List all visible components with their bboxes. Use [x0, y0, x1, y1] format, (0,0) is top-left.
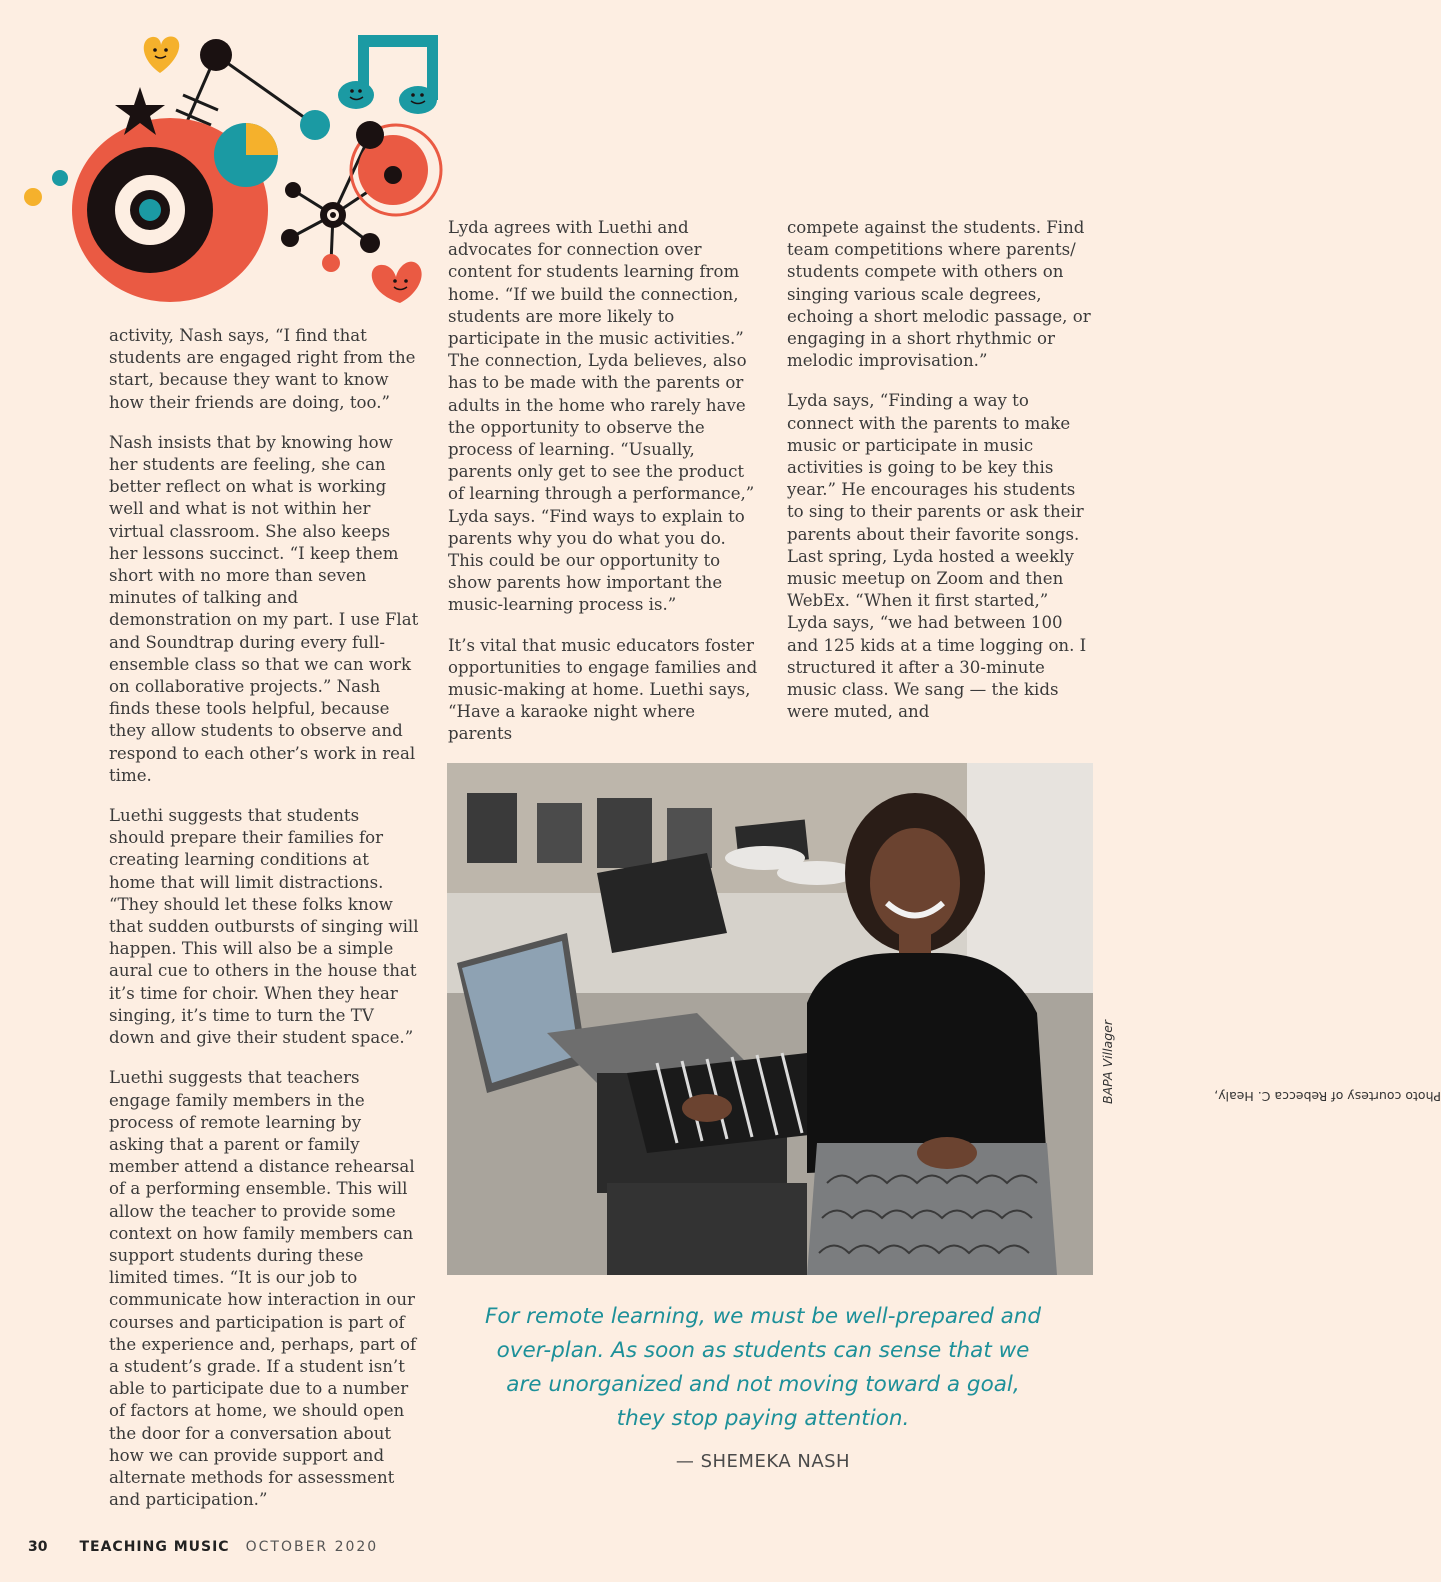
molecule-node-icon	[360, 233, 380, 253]
photo-credit	[1100, 763, 1441, 1104]
yellow-dot-icon	[24, 188, 42, 206]
molecule-node-icon	[322, 254, 340, 272]
article-column-3	[787, 217, 1092, 723]
photo-illustration	[447, 763, 1093, 1275]
photo-credit-prefix: Photo courtesy of Rebecca C. Healy,	[1214, 1089, 1441, 1104]
paragraph: Nash insists that by knowing how her students are feeling, she can better reflect on what is working well and what is not within her virtual classroom. She also keeps her lessons succinct. “I keep them short with no more than seven minutes of talking and demonstration on my part. I use Flat and Soundtrap during every full-ensemble class so that we can work on collaborative projects.” Nash finds these tools helpful, because they allow students to observe and respond to each other’s work in real time.	[109, 432, 419, 785]
yellow-heart-icon	[144, 36, 179, 73]
teacher-photo	[447, 763, 1093, 1275]
molecule-node-icon	[285, 182, 301, 198]
black-node-icon	[200, 39, 232, 71]
paragraph: Lyda says, “Finding a way to connect with the parents to make music or participate in music activities is going to be key this year.” He encourages his students to sing to their parents or ask their parents about their favorite songs. Last spring, Lyda hosted a weekly music meetup on Zoom and then WebEx. “When it first started,” Lyda says, “we had between 100 and 125 kids at a time logging on. I structured it after a 30-minute music class. We sang — the kids were muted, and	[787, 391, 1087, 722]
red-heart-icon	[372, 262, 422, 303]
article-column-1	[109, 325, 419, 1511]
paragraph: It’s vital that music educators foster opportunities to engage families and music-making at home. Luethi says, “Have a karaoke night where parents	[448, 635, 758, 744]
black-node-icon	[384, 166, 402, 184]
black-node-icon	[356, 121, 384, 149]
paragraph: activity, Nash says, “I find that students are engaged right from the start, because they want to know how their friends are doing, too.”	[109, 326, 416, 412]
teal-dot-icon	[52, 170, 68, 186]
record-spindle-icon	[139, 199, 161, 221]
publication-name: TEACHING MUSIC	[79, 1539, 230, 1555]
pull-quote-attribution: — SHEMEKA NASH	[675, 1451, 851, 1472]
yellow-half-circle-icon	[246, 123, 278, 155]
paragraph: Lyda agrees with Luethi and advocates for connection over content for students learning from home. “If we build the connection, students are more likely to participate in the music activities.” The connection, Lyda believes, also has to be made with the parents or adults in the home who rarely have the opportunity to observe the process of learning. “Usually, parents only get to see the product of learning through a performance,” Lyda says. “Find ways to explain to parents why you do what you do. This could be our opportunity to show parents how important the music-learning process is.”	[448, 218, 755, 615]
paragraph: Luethi suggests that teachers engage family members in the process of remote learning by asking that a parent or family member attend a distance rehearsal of a performing ensemble. This will allow the teacher to provide some context on how family members can support students during these limited times. “It is our job to communicate how interaction in our courses and participation is part of the experience and, perhaps, part of a student’s grade. If a student isn’t able to participate due to a number of factors at home, we should open the door for a conversation about how we can provide support and alternate methods for assessment and participation.”	[109, 1068, 417, 1510]
molecule-node-icon	[281, 229, 299, 247]
paragraph: compete against the students. Find team competitions where parents/ students compete with others on singing various scale degrees, echoing a short melodic passage, or engaging in a short rhythmic or melodic improvisation.”	[787, 218, 1091, 371]
music-illustration	[18, 25, 448, 310]
teal-node-icon	[300, 110, 330, 140]
page-number: 30	[28, 1539, 48, 1555]
issue-date: OCTOBER 2020	[245, 1539, 379, 1555]
paragraph: Luethi suggests that students should prepare their families for creating learning conditions at home that will limit distractions. “They should let these folks know that sudden outbursts of singing will happen. This will also be a simple aural cue to others in the house that it’s time for choir. When they hear singing, it’s time to turn the TV down and give their student space.”	[109, 806, 419, 1048]
page-footer	[28, 1539, 378, 1555]
article-column-2	[448, 217, 760, 746]
photo-credit-source: BAPA Villager	[1100, 1020, 1115, 1104]
pull-quote: For remote learning, we must be well-prepared and over-plan. As soon as students can sense that we are unorganized and not moving toward a goal, they stop paying attention.	[484, 1304, 1042, 1431]
